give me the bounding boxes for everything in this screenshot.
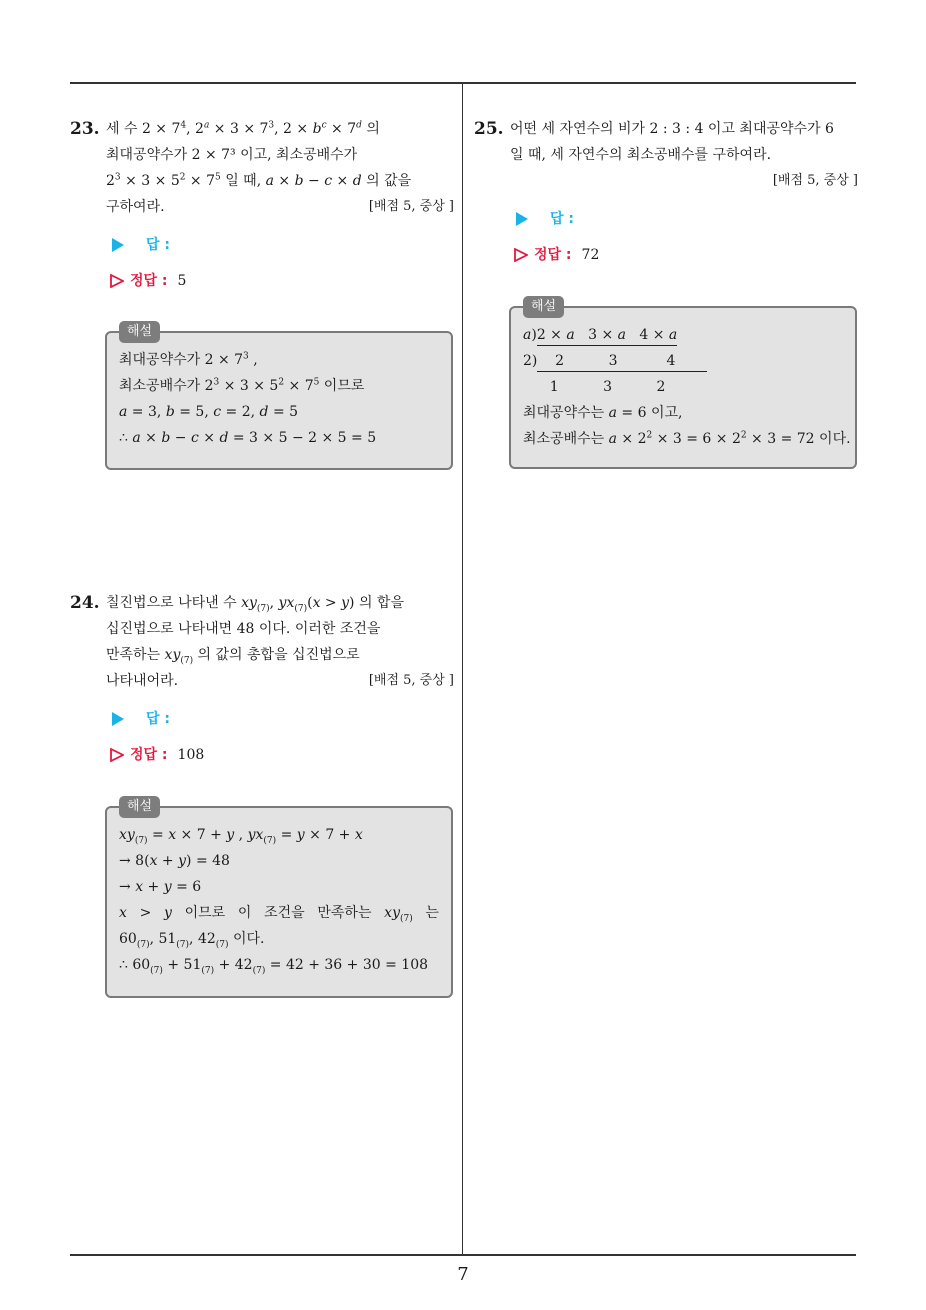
problem-24 <box>70 590 454 768</box>
score-meta: [배점 5, 중상 ] <box>368 673 454 688</box>
solution-line: → 8(x + y) = 48 <box>119 853 230 869</box>
solution-line: 최소공배수가 $2^3 \times 3 \times 5^2 \times 7^5$ 이므로 <box>119 377 365 394</box>
solution-line: 2) 2 3 4 <box>523 348 843 374</box>
outline-triangle-icon <box>110 274 124 288</box>
question-line: 어떤 세 자연수의 비가 2 : 3 : 4 이고 최대공약수가 6 <box>510 121 834 137</box>
solution-tag: 해설 <box>523 296 564 318</box>
question-line: 최대공약수가 2 × 7³ 이고, 최소공배수가 <box>106 147 358 163</box>
outline-triangle-icon <box>110 748 124 762</box>
solution-line: 1 3 2 <box>523 379 666 395</box>
correct-row <box>106 742 454 768</box>
solution-tag: 해설 <box>119 321 160 343</box>
answer-label: 답 : <box>550 211 574 227</box>
question-line: 칠진법으로 나타낸 수 $xy_{(7)}$, $yx_{(7)}(x > y)$ 의 합을 <box>106 595 404 614</box>
solution-line: a = 3, b = 5, c = 2, d = 5 <box>119 404 299 420</box>
solution-line: x > y 이므로 이 조건을 만족하는 $xy_{(7)}$ 는 <box>119 905 439 924</box>
solution-box-23 <box>105 324 453 470</box>
answer-row[interactable] <box>106 232 454 258</box>
correct-value: 108 <box>177 747 205 763</box>
correct-value: 72 <box>581 247 600 263</box>
solution-tag: 해설 <box>119 796 160 818</box>
question-line <box>106 668 454 694</box>
answer-row[interactable] <box>510 206 858 232</box>
solution-line: ∴ $60_{(7)} + 51_{(7)} + 42_{(7)} = 42 + 36 + 30 = 108$ <box>119 957 429 976</box>
page-number: 7 <box>457 1264 469 1285</box>
correct-label: 정답 : <box>130 273 168 289</box>
play-triangle-icon <box>112 238 124 252</box>
solution-box-24 <box>105 799 453 998</box>
top-rule <box>70 82 856 84</box>
correct-row <box>510 242 858 268</box>
solution-line: 최대공약수가 $2 \times 7^3$ , <box>119 351 258 368</box>
question-line: 만족하는 $xy_{(7)}$ 의 값의 총합을 십진법으로 <box>106 647 360 666</box>
solution-line: $60_{(7)}$, $51_{(7)}$, $42_{(7)}$ 이다. <box>119 931 265 950</box>
problem-number: 23. <box>70 119 100 139</box>
solution-line: $xy_{(7)} = x \times 7 + y$ , $yx_{(7)} = y \times 7 + x$ <box>119 827 363 846</box>
answer-label: 답 : <box>146 237 170 253</box>
correct-label: 정답 : <box>534 247 572 263</box>
correct-value: 5 <box>177 273 187 289</box>
question-line: 세 수 $2 \times 7^4$, $2^a \times 3 \times 7^3$, $2 \times b^c \times 7^d$ 의 <box>106 120 380 137</box>
play-triangle-icon <box>112 712 124 726</box>
solution-box-25 <box>509 299 857 469</box>
score-meta: [배점 5, 중상 ] <box>772 173 858 188</box>
solution-line: → x + y = 6 <box>119 879 202 895</box>
score-meta: [배점 5, 중상 ] <box>368 199 454 214</box>
problem-number: 24. <box>70 593 100 613</box>
question-text: 나타내어라. <box>106 673 179 689</box>
question-line: 일 때, 세 자연수의 최소공배수를 구하여라. <box>510 147 772 163</box>
problem-23 <box>70 116 454 294</box>
question-text: 구하여라. <box>106 199 165 215</box>
problem-25 <box>474 116 858 268</box>
bottom-rule <box>70 1254 856 1256</box>
play-triangle-icon <box>516 212 528 226</box>
solution-line: ∴ a × b − c × d = 3 × 5 − 2 × 5 = 5 <box>119 430 377 446</box>
question-line: $2^3 \times 3 \times 5^2 \times 7^5$ 일 때, a × b − c × d 의 값을 <box>106 172 412 189</box>
outline-triangle-icon <box>514 248 528 262</box>
correct-row <box>106 268 454 294</box>
answer-row[interactable] <box>106 706 454 732</box>
solution-line: 최대공약수는 a = 6 이고, <box>523 405 683 421</box>
solution-line: 최소공배수는 $a \times 2^2 \times 3 = 6 \times 2^2 \times 3 = 72$ 이다. <box>523 430 851 447</box>
problem-number: 25. <box>474 119 504 139</box>
question-line <box>106 194 454 220</box>
question-line: 십진법으로 나타내면 48 이다. 이러한 조건을 <box>106 621 381 637</box>
correct-label: 정답 : <box>130 747 168 763</box>
answer-label: 답 : <box>146 711 170 727</box>
solution-line: a)2 × a 3 × a 4 × a <box>523 322 843 348</box>
column-divider <box>462 83 463 1255</box>
